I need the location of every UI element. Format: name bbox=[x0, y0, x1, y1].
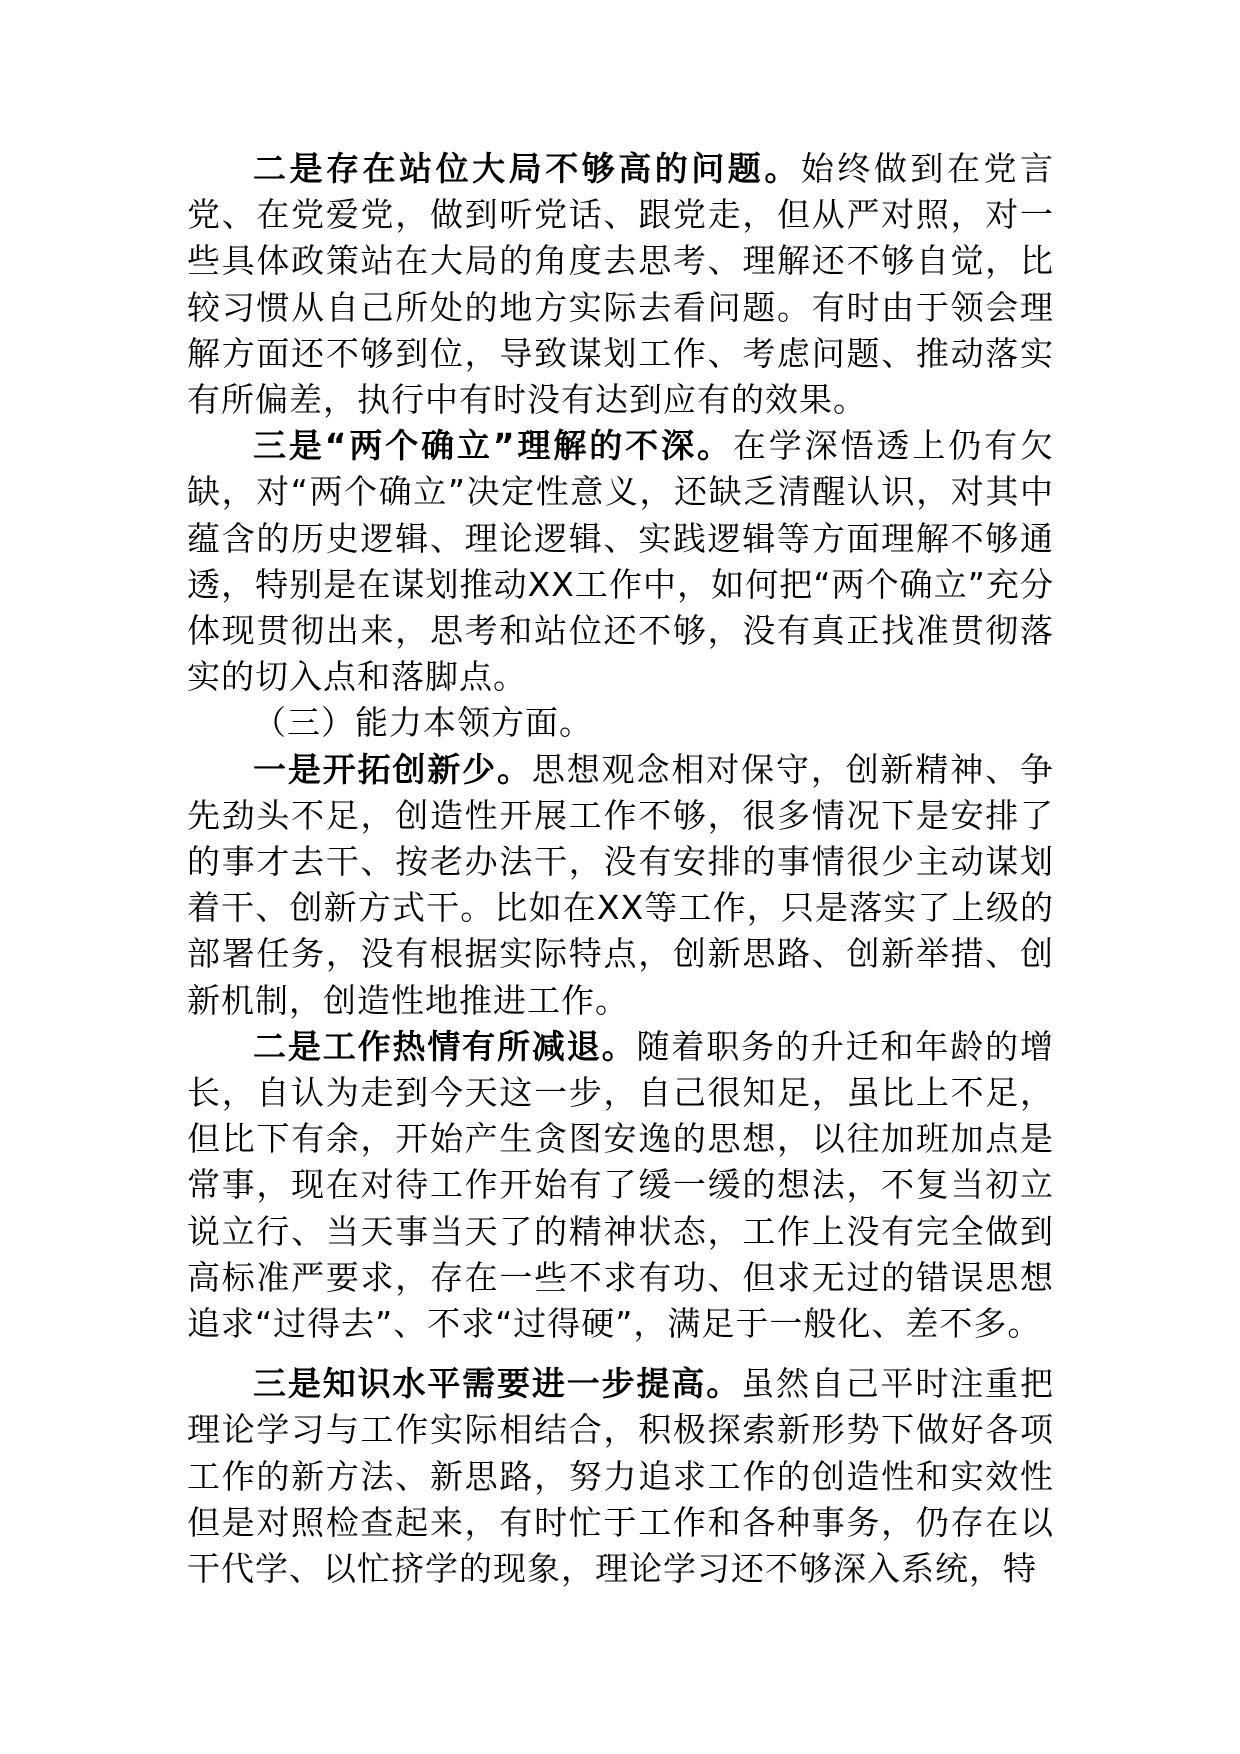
paragraph-text: 思想观念相对保守，创新精神、争先劲头不足，创造性开展工作不够，很多情况下是安排了的事才去干、按老办法干，没有安排的事情很少主动谋划着干、创新方式干。比如在XX等工作，只是落实了上级的部署任务，没有根据实际特点，创新思路、创新举措、创新机制，创造性地推进工作。 bbox=[187, 749, 1055, 1020]
paragraph-lead: 二是工作热情有所减退。 bbox=[253, 1026, 637, 1066]
paragraph-knowledge-level bbox=[187, 1361, 1054, 1592]
paragraph-lead: 一是开拓创新少。 bbox=[253, 749, 532, 789]
paragraph-standing-overall bbox=[187, 146, 1054, 423]
paragraph-lead: 三是知识水平需要进一步提高。 bbox=[253, 1364, 742, 1404]
paragraph-innovation bbox=[187, 747, 1054, 1024]
paragraph-lead: 三是“两个确立”理解的不深。 bbox=[253, 426, 733, 466]
paragraph-text: 随着职务的升迁和年龄的增长，自认为走到今天这一步，自己很知足，虽比上不足，但比下有余，开始产生贪图安逸的思想，以往加班加点是常事，现在对待工作开始有了缓一缓的想法，不复当初立说立行、当天事当天了的精神状态，工作上没有完全做到高标准严要求，存在一些不求有功、但求无过的错误思想追求“过得去”、不求“过得硬”，满足于一般化、差不多。 bbox=[187, 1026, 1055, 1344]
paragraph-two-establishments bbox=[187, 423, 1054, 700]
paragraph-text: 始终做到在党言党、在党爱党，做到听党话、跟党走，但从严对照，对一些具体政策站在大局的角度去思考、理解还不够自觉，比较习惯从自己所处的地方实际去看问题。有时由于领会理解方面还不够到位，导致谋划工作、考虑问题、推动落实有所偏差，执行中有时没有达到应有的效果。 bbox=[187, 149, 1055, 420]
section-heading-ability bbox=[187, 700, 1054, 746]
section-heading-text: （三）能力本领方面。 bbox=[253, 703, 593, 743]
document-body bbox=[187, 146, 1054, 1592]
paragraph-lead: 二是存在站位大局不够高的问题。 bbox=[253, 149, 801, 188]
paragraph-text: 虽然自己平时注重把理论学习与工作实际相结合，积极探索新形势下做好各项工作的新方法、新思路，努力追求工作的创造性和实效性但是对照检查起来，有时忙于工作和各种事务，仍存在以干代学、以忙挤学的现象，理论学习还不够深入系统，特 bbox=[187, 1364, 1055, 1589]
paragraph-work-enthusiasm bbox=[187, 1024, 1054, 1347]
paragraph-text: 在学深悟透上仍有欠缺，对“两个确立”决定性意义，还缺乏清醒认识，对其中蕴含的历史逻辑、理论逻辑、实践逻辑等方面理解不够通透，特别是在谋划推动XX工作中，如何把“两个确立”充分体现贯彻出来，思考和站位还不够，没有真正找准贯彻落实的切入点和落脚点。 bbox=[187, 426, 1054, 697]
